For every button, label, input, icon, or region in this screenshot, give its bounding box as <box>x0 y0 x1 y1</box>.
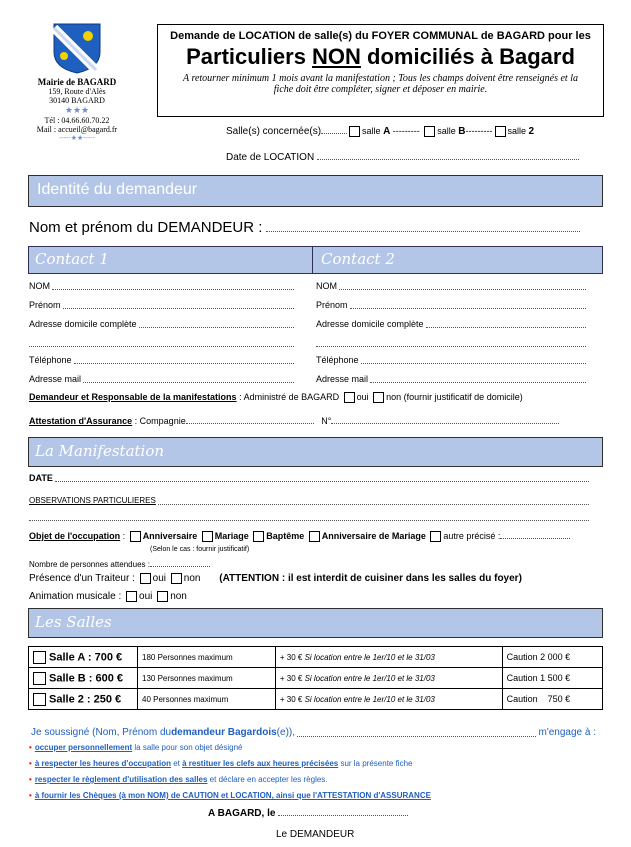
salle-a-checkbox[interactable] <box>349 126 360 137</box>
observations-field[interactable] <box>158 496 589 505</box>
contact1-tel-label: Téléphone <box>29 355 72 365</box>
contact1-band <box>28 246 314 274</box>
engagement-item3-u: respecter le règlement d'utilisation des salles <box>34 775 208 784</box>
salles-band-title: Les Salles <box>35 613 112 631</box>
objet-mariage-checkbox[interactable] <box>202 531 213 542</box>
objet-bapteme-label: Baptême <box>266 531 305 541</box>
salle-b-extra-price: + 30 € <box>279 673 305 683</box>
contact2-mail-row <box>316 374 586 393</box>
engagement-intro-b: demandeur Bagardois <box>171 727 277 738</box>
contact2-adresse-field[interactable] <box>426 319 586 328</box>
salle-a-extra <box>275 647 502 668</box>
crest-logo <box>52 22 102 74</box>
mairie-name: Mairie de BAGARD <box>37 77 117 87</box>
salle-2-checkbox[interactable] <box>495 126 506 137</box>
manifestation-band <box>28 437 603 467</box>
nb-personnes-field[interactable] <box>150 566 210 567</box>
contact2-nom-label: NOM <box>316 281 337 291</box>
contact1-adresse-field[interactable] <box>139 319 294 328</box>
date-location-row <box>226 152 579 163</box>
header-title2-c: domiciliés à Bagard <box>360 44 575 69</box>
contact1-mail-label: Adresse mail <box>29 374 82 384</box>
engagement-item3-t: et déclare en accepter les règles. <box>207 775 328 784</box>
salle-2-price: Salle 2 : 250 € <box>49 692 122 705</box>
table-row <box>29 647 603 668</box>
header-title2 <box>158 44 603 70</box>
traiteur-row <box>29 573 522 584</box>
contact1-mail-row <box>29 374 294 393</box>
manif-date-row <box>29 473 589 483</box>
contact1-adresse-field2[interactable] <box>29 338 294 347</box>
salle-b-price: Salle B : 600 € <box>49 671 123 684</box>
contact1-fields <box>29 281 294 393</box>
demandeur-oui-checkbox[interactable] <box>344 392 355 403</box>
header-title2-non: NON <box>312 44 361 69</box>
salle-b-table-checkbox[interactable] <box>33 672 46 685</box>
salle-2-caution: Caution 750 € <box>502 689 602 710</box>
objet-autre-field[interactable] <box>500 538 570 539</box>
animation-label: Animation musicale : <box>29 591 122 603</box>
assurance-row <box>29 416 559 426</box>
animation-non-label: non <box>170 591 187 603</box>
contact2-tel-label: Téléphone <box>316 355 359 365</box>
engagement-item1-u: occuper personnellement <box>34 743 133 752</box>
nom-demandeur-label: Nom et prénom du DEMANDEUR : <box>29 219 263 236</box>
contact2-adresse-field2[interactable] <box>316 338 586 347</box>
contact1-nom-row <box>29 281 294 300</box>
engagement-intro-c: (e)), <box>276 727 296 738</box>
contact2-adresse-line2 <box>316 338 586 355</box>
salles-concernees-label: Salle(s) concernée(s) <box>226 126 322 138</box>
salle-a-label: A <box>383 126 391 138</box>
salle-a-caution: Caution 2 000 € <box>502 647 602 668</box>
contact2-tel-field[interactable] <box>361 355 586 364</box>
objet-anniversaire-label: Anniversaire <box>142 531 198 541</box>
salle-a-table-checkbox[interactable] <box>33 651 46 664</box>
salle-b-label: B <box>458 126 466 138</box>
observations-field2[interactable] <box>29 518 589 521</box>
salle-a-capacity: 180 Personnes maximum <box>138 647 276 668</box>
objet-label: Objet de l'occupation <box>29 531 121 541</box>
animation-oui-checkbox[interactable] <box>126 591 137 602</box>
salle-a-cell <box>29 647 138 668</box>
contact1-tel-row <box>29 355 294 374</box>
contact2-fields <box>316 281 586 393</box>
demandeur-non-label: non (fournir justificatif de domicile) <box>386 392 523 402</box>
contact2-mail-field[interactable] <box>370 374 586 383</box>
header-title2-a: Particuliers <box>186 44 313 69</box>
salle-b-extra-cond: Si location entre le 1er/10 et le 31/03 <box>304 673 435 683</box>
engagement-name-field[interactable] <box>297 727 536 737</box>
salles-band <box>28 608 603 638</box>
contact1-title: Contact 1 <box>35 250 109 268</box>
objet-row: Objet de l'occupation : Anniversaire Mariage Baptême Anniversaire de Mariage autre précisé : <box>29 531 570 542</box>
salle-2-extra-cond: Si location entre le 1er/10 et le 31/03 <box>304 694 435 704</box>
salle-b-extra <box>275 668 502 689</box>
engagement-intro <box>31 727 596 738</box>
contact2-nom-row <box>316 281 586 300</box>
salle-b-caution: Caution 1 500 € <box>502 668 602 689</box>
objet-autre-checkbox[interactable] <box>430 531 441 542</box>
demandeur-oui-label: oui <box>356 392 369 402</box>
contact2-title: Contact 2 <box>321 250 395 268</box>
assurance-label: Attestation d'Assurance <box>29 416 133 426</box>
signature-label: Le DEMANDEUR <box>276 829 355 840</box>
demandeur-label: Demandeur et Responsable de la manifestations <box>29 392 237 402</box>
objet-autre-label: autre précisé : <box>443 531 501 541</box>
salle-2-extra-price: + 30 € <box>279 694 305 704</box>
traiteur-oui-label: oui <box>152 573 166 585</box>
contact1-prenom-label: Prénom <box>29 300 61 310</box>
objet-mariage-label: Mariage <box>214 531 249 541</box>
contact2-band <box>312 246 603 274</box>
nom-demandeur-field[interactable] <box>266 231 580 232</box>
salle-2-table-checkbox[interactable] <box>33 693 46 706</box>
objet-bapteme-checkbox[interactable] <box>253 531 264 542</box>
salle-a-price: Salle A : 700 € <box>49 650 123 663</box>
attention-note: (ATTENTION : il est interdit de cuisiner dans les salles du foyer) <box>219 573 522 585</box>
contact1-adresse-row <box>29 319 294 338</box>
traiteur-oui-checkbox[interactable] <box>140 573 151 584</box>
nb-personnes-row <box>29 560 210 569</box>
assurance-compagnie-field[interactable] <box>186 423 314 424</box>
observations-row <box>29 496 589 505</box>
salles-table <box>28 646 603 710</box>
list-item <box>29 788 599 804</box>
contact2-adresse-row <box>316 319 586 338</box>
salle-b-cell <box>29 668 138 689</box>
contact1-prenom-row <box>29 300 294 319</box>
engagement-item2-u2: à restituer les clefs aux heures précisées <box>182 759 339 768</box>
assurance-num-field[interactable] <box>331 423 559 424</box>
observations-line2 <box>29 518 589 521</box>
contact1-adresse-line2 <box>29 338 294 355</box>
engagement-item2-t2: sur la présente fiche <box>338 759 413 768</box>
objet-anniv-mariage-label: Anniversaire de Mariage <box>321 531 426 541</box>
mairie-stars: ★★★ <box>64 105 90 115</box>
salle-a-pre: salle <box>362 126 384 137</box>
salle-2-capacity: 40 Personnes maximum <box>138 689 276 710</box>
salle-2-pre: salle <box>507 126 529 137</box>
engagement-list <box>29 740 599 804</box>
assurance-num-label: N° <box>321 416 332 426</box>
objet-anniversaire-checkbox[interactable] <box>130 531 141 542</box>
engagement-item1-t: la salle pour son objet désigné <box>132 743 243 752</box>
header-note: A retourner minimum 1 mois avant la manifestation ; Tous les champs doivent être renseignés et la fiche doit être compléter, signer et déposer en mairie. <box>183 73 578 95</box>
engagement-intro-a: Je soussigné (Nom, Prénom du <box>31 727 172 738</box>
nb-personnes-label: Nombre de personnes attendues : <box>29 560 150 569</box>
mairie-tel: Tél : 04.66.60.70.22 <box>44 116 110 125</box>
salle-2-extra <box>275 689 502 710</box>
demandeur-row <box>29 392 523 403</box>
contact1-mail-field[interactable] <box>83 374 294 383</box>
contact2-prenom-row <box>316 300 586 319</box>
table-row <box>29 689 603 710</box>
engagement-item2-t: et <box>171 759 183 768</box>
contact2-prenom-label: Prénom <box>316 300 348 310</box>
contact1-nom-field[interactable] <box>52 281 294 290</box>
place-date-row <box>208 808 408 819</box>
traiteur-label: Présence d'un Traiteur : <box>29 573 135 585</box>
header-title1: Demande de LOCATION de salle(s) du FOYER COMMUNAL de BAGARD pour les <box>170 30 591 42</box>
place-date-field[interactable] <box>278 815 408 816</box>
traiteur-non-checkbox[interactable] <box>171 573 182 584</box>
salles-concernees-row: Salle(s) concernée(s) salle A --------- salle B--------- salle 2 <box>226 126 535 138</box>
mairie-address1: 159, Route d'Alès <box>48 87 106 96</box>
demandeur-non-checkbox[interactable] <box>373 392 384 403</box>
identite-band <box>28 175 603 207</box>
date-location-field[interactable] <box>317 159 579 160</box>
list-item <box>29 772 599 788</box>
animation-oui-label: oui <box>139 591 153 603</box>
contact1-adresse-label: Adresse domicile complète <box>29 319 137 329</box>
contact2-prenom-field[interactable] <box>350 300 586 309</box>
traiteur-non-label: non <box>183 573 201 585</box>
salle-b-capacity: 130 Personnes maximum <box>138 668 276 689</box>
salle-2-cell <box>29 689 138 710</box>
contact2-mail-label: Adresse mail <box>316 374 369 384</box>
place-label: A BAGARD, le <box>208 808 276 819</box>
contact2-nom-field[interactable] <box>339 281 586 290</box>
contact1-nom-label: NOM <box>29 281 50 291</box>
engagement-item2-u: à respecter les heures d'occupation <box>34 759 171 768</box>
salle-b-checkbox[interactable] <box>424 126 435 137</box>
animation-row <box>29 591 187 602</box>
assurance-compagnie-label: : Compagnie <box>132 416 186 426</box>
observations-label: OBSERVATIONS PARTICULIERES <box>29 496 156 505</box>
salle-a-extra-price: + 30 € <box>279 652 305 662</box>
header-box <box>157 24 604 117</box>
mairie-divider: -----★★----- <box>59 135 95 142</box>
manif-date-field[interactable] <box>55 473 589 482</box>
salle-2-label: 2 <box>528 126 535 138</box>
contact2-adresse-label: Adresse domicile complète <box>316 319 424 329</box>
selon-note: (Selon le cas : fournir justificatif) <box>150 546 250 553</box>
nom-demandeur-row <box>29 219 580 236</box>
contact1-prenom-field[interactable] <box>63 300 294 309</box>
engagement-item4-u: à fournir les Chèques (à mon NOM) de CAUTION et LOCATION, ainsi que l'ATTESTATION d'ASSURANCE <box>34 791 431 800</box>
table-row <box>29 668 603 689</box>
salle-b-pre: salle <box>437 126 459 137</box>
salle-a-extra-cond: Si location entre le 1er/10 et le 31/03 <box>304 652 435 662</box>
identite-band-title: Identité du demandeur <box>37 181 198 198</box>
mairie-mail: Mail : accueil@bagard.fr <box>36 125 118 134</box>
contact2-tel-row <box>316 355 586 374</box>
list-item <box>29 756 599 772</box>
date-location-label: Date de LOCATION <box>226 152 315 163</box>
objet-anniv-mariage-checkbox[interactable] <box>309 531 320 542</box>
manif-date-label: DATE <box>29 473 53 483</box>
demandeur-text: : Administré de BAGARD <box>236 392 342 402</box>
animation-non-checkbox[interactable] <box>157 591 168 602</box>
manifestation-band-title: La Manifestation <box>35 442 165 460</box>
mairie-info <box>20 77 134 142</box>
contact1-tel-field[interactable] <box>74 355 294 364</box>
list-item <box>29 740 599 756</box>
engagement-intro-end: m'engage à : <box>538 727 596 738</box>
mairie-address2: 30140 BAGARD <box>49 96 105 105</box>
